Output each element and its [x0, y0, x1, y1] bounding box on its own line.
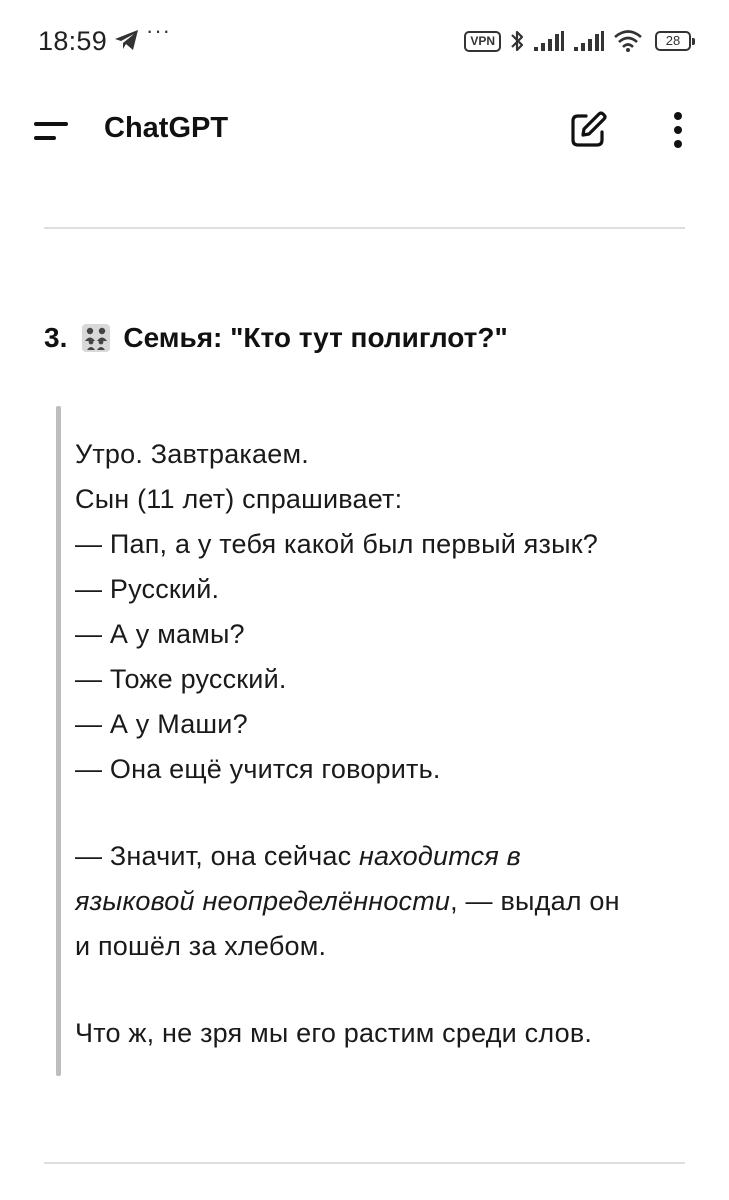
quote-line: — Русский.	[75, 574, 220, 604]
heading-title: Семья: "Кто тут полиглот?"	[123, 322, 508, 353]
more-options-button[interactable]	[660, 106, 696, 154]
app-title: ChatGPT	[104, 112, 229, 144]
vpn-badge: VPN	[464, 31, 501, 52]
quote-text: , — выдал он	[450, 886, 620, 916]
menu-icon	[34, 122, 68, 126]
quote-line: — А у мамы?	[75, 619, 245, 649]
more-vertical-icon	[660, 106, 696, 154]
family-icon	[81, 323, 111, 353]
paragraph-gap	[75, 969, 695, 1011]
quote-line: — Она ещё учится говорить.	[75, 754, 441, 784]
quote-line	[75, 879, 695, 924]
section-heading	[44, 322, 508, 354]
signal-icon	[573, 30, 605, 52]
quote-italic: находится в	[359, 841, 521, 871]
quote-line: — А у Маши?	[75, 709, 248, 739]
quote-line: и пошёл за хлебом.	[75, 931, 327, 961]
telegram-plane-icon	[114, 28, 140, 52]
menu-button[interactable]	[28, 112, 72, 148]
quote-bar	[56, 406, 61, 1076]
menu-icon-bar	[34, 136, 56, 140]
new-chat-button[interactable]	[566, 108, 610, 152]
app-bar	[0, 90, 729, 170]
divider	[44, 1162, 685, 1164]
quote-text: — Значит, она сейчас	[75, 841, 359, 871]
quote-body	[75, 432, 695, 1056]
status-indicators	[464, 26, 691, 56]
wifi-icon	[613, 29, 643, 53]
quote-italic: языковой неопределённости	[75, 886, 451, 916]
signal-icon	[533, 30, 565, 52]
quote-line: Утро. Завтракаем.	[75, 439, 309, 469]
quote-line: Что ж, не зря мы его растим среди слов.	[75, 1018, 593, 1048]
edit-square-icon	[566, 108, 610, 152]
battery-icon: 28	[655, 31, 691, 51]
quote-line: — Тоже русский.	[75, 664, 287, 694]
status-more-icon: ···	[146, 18, 171, 43]
quote-line	[75, 834, 695, 879]
heading-number: 3.	[44, 322, 68, 353]
quote-line: Сын (11 лет) спрашивает:	[75, 484, 403, 514]
quote-line: — Пап, а у тебя какой был первый язык?	[75, 529, 598, 559]
blockquote	[56, 406, 696, 1076]
paragraph-gap	[75, 792, 695, 834]
bluetooth-icon	[509, 28, 525, 54]
status-time: 18:59	[38, 26, 108, 56]
status-bar	[0, 0, 729, 80]
divider	[44, 227, 685, 229]
